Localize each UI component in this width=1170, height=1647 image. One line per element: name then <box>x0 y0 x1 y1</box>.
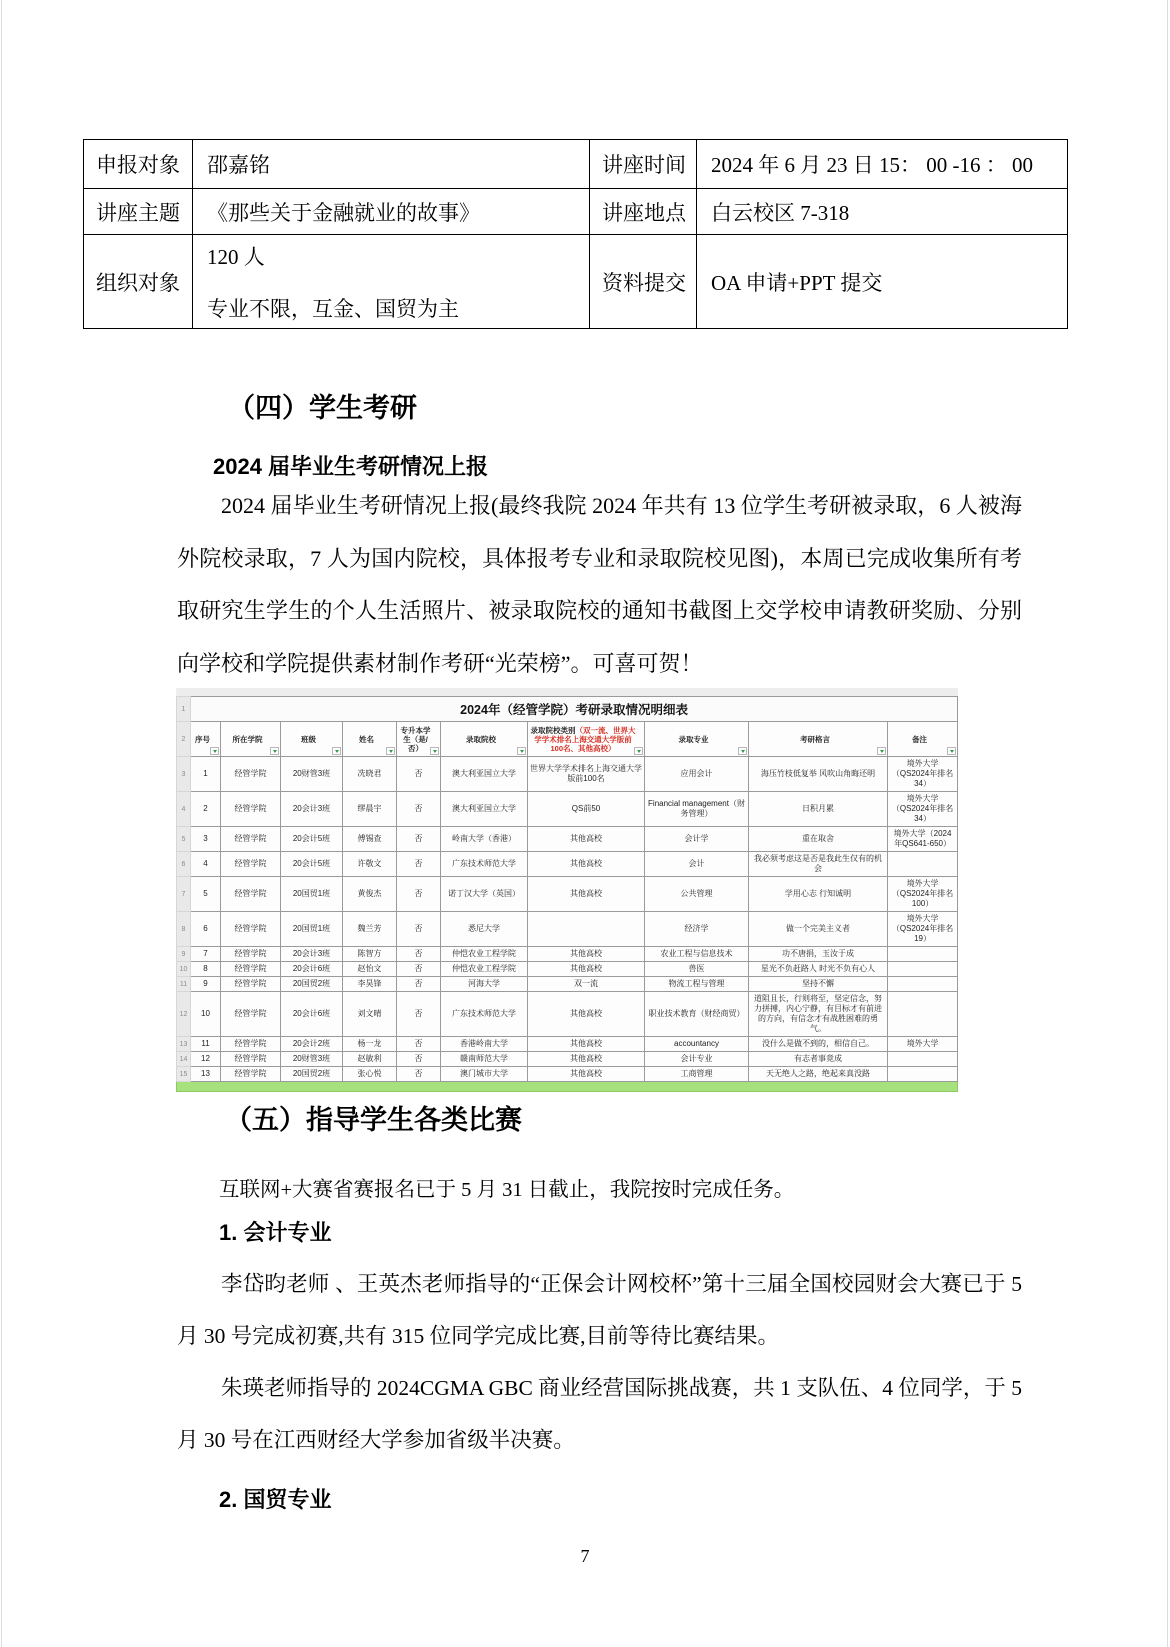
sheet-cell: 经管学院 <box>221 877 281 912</box>
sheet-cell: 8 <box>191 962 221 977</box>
sheet-cell: 兽医 <box>645 962 749 977</box>
sheet-cell: 赵怡文 <box>343 962 397 977</box>
sheet-cell <box>888 977 958 992</box>
row-number: 2 <box>177 722 191 757</box>
sheet-cell: 其他高校 <box>528 947 645 962</box>
sheet-cell: 其他高校 <box>528 1052 645 1067</box>
sheet-cell: 3 <box>191 827 221 852</box>
sheet-cell: 经管学院 <box>221 992 281 1037</box>
sheet-cell: 经管学院 <box>221 757 281 792</box>
page-left-edge <box>1 0 2 1647</box>
sheet-cell: 澳大利亚国立大学 <box>441 792 528 827</box>
sheet-cell: 广东技术师范大学 <box>441 852 528 877</box>
sheet-cell: 其他高校 <box>528 877 645 912</box>
page-right-edge <box>1167 0 1168 1647</box>
sheet-cell <box>888 852 958 877</box>
sheet-cell: 9 <box>191 977 221 992</box>
section5-paragraph2: 李岱昀老师 、王英杰老师指导的“正保会计网校杯”第十三届全国校园财会大赛已于 5 月 30 号完成初赛,共有 315 位同学完成比赛,目前等待比赛结果。 <box>177 1272 1022 1348</box>
sheet-cell <box>888 992 958 1037</box>
sheet-header-cell <box>191 722 221 757</box>
sheet-cell: 1 <box>191 757 221 792</box>
table-row <box>177 877 958 912</box>
sheet-cell: 仲恺农业工程学院 <box>441 947 528 962</box>
table-row <box>177 688 958 697</box>
sheet-cell: 世界大学学术排名上海交通大学版前100名 <box>528 757 645 792</box>
sheet-cell: 悉尼大学 <box>441 912 528 947</box>
sheet-cell: 10 <box>191 992 221 1037</box>
sheet-cell: 学用心志 行知诚明 <box>749 877 888 912</box>
sheet-table <box>176 688 958 1092</box>
sheet-cell <box>888 962 958 977</box>
sheet-cell: 4 <box>191 852 221 877</box>
sheet-cell: 否 <box>397 852 441 877</box>
info-value: 2024 年 6 月 23 日 15： 00 -16 ： 00 <box>697 140 1068 189</box>
filter-icon <box>210 747 219 755</box>
sheet-cell: 刘文晴 <box>343 992 397 1037</box>
info-value: OA 申请+PPT 提交 <box>697 235 1068 329</box>
header-label: 录取院校 <box>466 734 496 744</box>
sheet-cell: 道阻且长，行则将至，坚定信念，努力拼搏，内心宁静，有目标才有前进的方向，有信念才有战胜困难的勇气。 <box>749 992 888 1037</box>
table-row <box>84 235 1068 329</box>
info-value: 《那些关于金融就业的故事》 <box>193 189 590 235</box>
sheet-cell: 20会计3班 <box>281 947 343 962</box>
sheet-cell: 20会计6班 <box>281 992 343 1037</box>
filter-icon <box>877 747 886 755</box>
filter-icon <box>332 747 341 755</box>
sheet-cell <box>888 947 958 962</box>
sheet-cell: 应用会计 <box>645 757 749 792</box>
sheet-header-cell <box>281 722 343 757</box>
sheet-cell: 经管学院 <box>221 827 281 852</box>
section4-heading: （四）学生考研 <box>228 393 417 423</box>
sheet-cell: 坚持不懈 <box>749 977 888 992</box>
info-label: 申报对象 <box>84 140 193 189</box>
sheet-cell: 会计专业 <box>645 1052 749 1067</box>
sheet-cell: 其他高校 <box>528 1067 645 1082</box>
sheet-cell: 20财管3班 <box>281 757 343 792</box>
filter-icon <box>270 747 279 755</box>
row-number: 14 <box>177 1052 191 1067</box>
sheet-cell: 2 <box>191 792 221 827</box>
sheet-cell: 20国贸1班 <box>281 912 343 947</box>
sheet-cell: 经管学院 <box>221 962 281 977</box>
embedded-sheet-image[interactable] <box>176 688 957 1092</box>
sheet-cell: 否 <box>397 1037 441 1052</box>
sheet-cell: 星光不负赶路人 时光不负有心人 <box>749 962 888 977</box>
row-number: 8 <box>177 912 191 947</box>
table-row <box>177 962 958 977</box>
sheet-cell: 否 <box>397 757 441 792</box>
sheet-cut-strip <box>191 688 958 697</box>
sheet-cell: 做一个完美主义者 <box>749 912 888 947</box>
sheet-cell: 澳门城市大学 <box>441 1067 528 1082</box>
filter-icon <box>430 747 439 755</box>
sheet-cell: 境外大学（QS2024年排名19） <box>888 912 958 947</box>
sheet-cell: 香港岭南大学 <box>441 1037 528 1052</box>
sheet-cell: 7 <box>191 947 221 962</box>
sheet-cell: 6 <box>191 912 221 947</box>
sheet-cell: 20财管3班 <box>281 1052 343 1067</box>
info-label: 组织对象 <box>84 235 193 329</box>
sheet-cell: 境外大学（QS2024年排名34） <box>888 792 958 827</box>
sheet-cell: 境外大学（QS2024年排名34） <box>888 757 958 792</box>
info-label: 资料提交 <box>590 235 697 329</box>
sheet-cell: 经管学院 <box>221 977 281 992</box>
sheet-cell <box>888 1052 958 1067</box>
sheet-cell: 否 <box>397 1052 441 1067</box>
filter-icon <box>386 747 395 755</box>
row-number: 12 <box>177 992 191 1037</box>
sheet-header-cell <box>397 722 441 757</box>
sheet-header-cell <box>888 722 958 757</box>
header-label: 班级 <box>301 734 316 744</box>
sheet-cell: 工商管理 <box>645 1067 749 1082</box>
sheet-cell: QS前50 <box>528 792 645 827</box>
header-category-note: （双一流、世界大学学术排名上海交通大学版前100名、其他高校） <box>534 725 636 753</box>
filter-icon <box>634 747 643 755</box>
sheet-cell: 仲恺农业工程学院 <box>441 962 528 977</box>
info-value-line: 120 人 <box>207 244 265 269</box>
sheet-cell: 其他高校 <box>528 827 645 852</box>
sheet-cell: 许敬文 <box>343 852 397 877</box>
sheet-cell: 岭南大学（香港） <box>441 827 528 852</box>
row-number: 5 <box>177 827 191 852</box>
info-value: 白云校区 7-318 <box>697 189 1068 235</box>
sheet-cell: 经管学院 <box>221 792 281 827</box>
row-number: 10 <box>177 962 191 977</box>
sheet-cell: 李昊锋 <box>343 977 397 992</box>
sheet-header-cell <box>343 722 397 757</box>
info-label: 讲座地点 <box>590 189 697 235</box>
filter-icon <box>517 747 526 755</box>
sheet-cell: 否 <box>397 827 441 852</box>
sheet-cell: 20会计5班 <box>281 827 343 852</box>
sheet-cell: 境外大学（2024年QS641-650） <box>888 827 958 852</box>
sheet-cell: 20国贸2班 <box>281 1067 343 1082</box>
sheet-cell: 20会计6班 <box>281 962 343 977</box>
row-number: 7 <box>177 877 191 912</box>
sheet-cell: 海压竹枝低复举 风吹山角晦还明 <box>749 757 888 792</box>
section5-paragraph3: 朱瑛老师指导的 2024CGMA GBC 商业经营国际挑战赛，共 1 支队伍、4 位同学，于 5 月 30 号在江西财经大学参加省级半决赛。 <box>177 1376 1022 1452</box>
table-row <box>177 1082 958 1092</box>
row-number: 1 <box>177 697 191 722</box>
sheet-cell: 陈智方 <box>343 947 397 962</box>
row-number: 15 <box>177 1067 191 1082</box>
info-value-line: 专业不限，互金、国贸为主 <box>207 296 459 321</box>
sheet-cell: 经管学院 <box>221 1052 281 1067</box>
info-value <box>193 235 590 329</box>
sheet-cell: 否 <box>397 977 441 992</box>
table-row <box>177 792 958 827</box>
lecture-info-table <box>83 139 1068 329</box>
sheet-cell: 否 <box>397 962 441 977</box>
sheet-header-cell <box>441 722 528 757</box>
section5-paragraph1: 互联网+大赛省赛报名已于 5 月 31 日截止，我院按时完成任务。 <box>219 1179 795 1201</box>
sheet-cell: 经管学院 <box>221 1037 281 1052</box>
table-row <box>177 757 958 792</box>
sheet-cell: 否 <box>397 912 441 947</box>
sheet-cell: 经管学院 <box>221 1067 281 1082</box>
row-number <box>177 688 191 697</box>
section4-paragraph: 2024 届毕业生考研情况上报(最终我院 2024 年共有 13 位学生考研被录取，6 人被海外院校录取，7 人为国内院校，具体报考专业和录取院校见图)，本周已完成收集所有考取研究生学生的个人生活照片、被录取院校的通知书截图上交学校申请教研奖励、分别向学校和学院提供素材制作考研“光荣榜”。可喜可贺！ <box>177 493 1022 676</box>
sheet-cell: 没什么是做不到的，相信自己。 <box>749 1037 888 1052</box>
row-number: 6 <box>177 852 191 877</box>
filter-icon <box>947 747 956 755</box>
table-row <box>177 827 958 852</box>
sheet-cell: 诺丁汉大学（英国） <box>441 877 528 912</box>
sheet-title: 2024年（经管学院）考研录取情况明细表 <box>191 697 958 722</box>
sheet-header-cell <box>528 722 645 757</box>
row-number: 13 <box>177 1037 191 1052</box>
info-label: 讲座主题 <box>84 189 193 235</box>
sheet-header-cell <box>221 722 281 757</box>
row-number: 11 <box>177 977 191 992</box>
sheet-cell: 农业工程与信息技术 <box>645 947 749 962</box>
sheet-cell: 11 <box>191 1037 221 1052</box>
sheet-cell: 20国贸2班 <box>281 977 343 992</box>
header-label: 考研格言 <box>800 734 830 744</box>
sheet-cell <box>528 912 645 947</box>
info-value: 邵嘉铭 <box>193 140 590 189</box>
sheet-cell: 我必须考虑这是否是我此生仅有的机会 <box>749 852 888 877</box>
table-row <box>84 140 1068 189</box>
header-label: 序号 <box>195 734 210 744</box>
sheet-cell: 经管学院 <box>221 852 281 877</box>
table-row <box>177 1067 958 1082</box>
sheet-cell <box>888 1067 958 1082</box>
header-label: 所在学院 <box>232 734 263 744</box>
section4-subheading: 2024 届毕业生考研情况上报 <box>213 454 489 479</box>
sheet-cell: 公共管理 <box>645 877 749 912</box>
sheet-cell: 物流工程与管理 <box>645 977 749 992</box>
sheet-cell: 其他高校 <box>528 962 645 977</box>
sheet-cell: 其他高校 <box>528 1037 645 1052</box>
sheet-cell: 20国贸1班 <box>281 877 343 912</box>
row-number: 3 <box>177 757 191 792</box>
sheet-green-row <box>177 1082 958 1092</box>
sheet-cell: 天无绝人之路，绝起来真没路 <box>749 1067 888 1082</box>
section5-heading: （五）指导学生各类比赛 <box>225 1105 522 1135</box>
table-row <box>177 697 958 722</box>
sheet-cell: 赵敏利 <box>343 1052 397 1067</box>
sheet-cell: 5 <box>191 877 221 912</box>
sheet-cell: 其他高校 <box>528 852 645 877</box>
sheet-cell: 境外大学 <box>888 1037 958 1052</box>
table-row <box>177 1052 958 1067</box>
table-row <box>177 977 958 992</box>
header-label: 姓名 <box>359 734 374 744</box>
sheet-header-cell <box>645 722 749 757</box>
sheet-cell: 经管学院 <box>221 947 281 962</box>
sheet-cell: 境外大学（QS2024年排名100） <box>888 877 958 912</box>
sheet-cell: 黄俊杰 <box>343 877 397 912</box>
sheet-cell: 其他高校 <box>528 992 645 1037</box>
sheet-cell: 20会计3班 <box>281 792 343 827</box>
sheet-cell: 魏兰芳 <box>343 912 397 947</box>
page-number: 7 <box>580 1546 590 1566</box>
sheet-cell: Financial management（财务管理） <box>645 792 749 827</box>
sheet-cell: 河海大学 <box>441 977 528 992</box>
info-label: 讲座时间 <box>590 140 697 189</box>
sheet-cell: 杨一龙 <box>343 1037 397 1052</box>
sheet-cell: 否 <box>397 1067 441 1082</box>
sheet-cell: 重在取舍 <box>749 827 888 852</box>
sheet-cell: 会计学 <box>645 827 749 852</box>
table-row <box>177 722 958 757</box>
header-label: 录取专业 <box>678 734 709 744</box>
sheet-cell: 12 <box>191 1052 221 1067</box>
sheet-cell: 傅锡查 <box>343 827 397 852</box>
header-label: 专升本学生（是/否） <box>400 725 431 753</box>
table-row <box>84 189 1068 235</box>
sheet-cell: accountancy <box>645 1037 749 1052</box>
sheet-cell: 否 <box>397 877 441 912</box>
table-row <box>177 852 958 877</box>
sheet-cell: 13 <box>191 1067 221 1082</box>
sheet-cell: 功不唐捐，玉汝于成 <box>749 947 888 962</box>
sheet-cell: 缪晨宇 <box>343 792 397 827</box>
sheet-cell: 经管学院 <box>221 912 281 947</box>
header-label: 录取院校类别 <box>530 725 576 735</box>
sheet-cell: 赣南师范大学 <box>441 1052 528 1067</box>
row-number: 4 <box>177 792 191 827</box>
sheet-cell: 职业技术教育（财经商贸） <box>645 992 749 1037</box>
sheet-cell: 否 <box>397 992 441 1037</box>
header-label: 备注 <box>912 734 928 744</box>
sheet-cell: 会计 <box>645 852 749 877</box>
sheet-header-cell <box>749 722 888 757</box>
table-row <box>177 992 958 1037</box>
sheet-cell: 广东技术师范大学 <box>441 992 528 1037</box>
sheet-cell: 经济学 <box>645 912 749 947</box>
table-row <box>177 947 958 962</box>
sheet-cell: 否 <box>397 792 441 827</box>
sheet-cell: 冼晓君 <box>343 757 397 792</box>
sheet-cell: 有志者事竟成 <box>749 1052 888 1067</box>
sheet-cell: 张心悦 <box>343 1067 397 1082</box>
sheet-cell: 双一流 <box>528 977 645 992</box>
sheet-cell: 否 <box>397 947 441 962</box>
table-row <box>177 1037 958 1052</box>
sheet-cell: 20会计5班 <box>281 852 343 877</box>
row-number: 9 <box>177 947 191 962</box>
sheet-cell: 20会计2班 <box>281 1037 343 1052</box>
table-row <box>177 912 958 947</box>
section5-sub2: 2. 国贸专业 <box>219 1487 332 1512</box>
filter-icon <box>738 747 747 755</box>
section5-sub1: 1. 会计专业 <box>219 1220 332 1245</box>
sheet-cell: 澳大利亚国立大学 <box>441 757 528 792</box>
sheet-body <box>177 688 958 1092</box>
sheet-cell: 日积月累 <box>749 792 888 827</box>
